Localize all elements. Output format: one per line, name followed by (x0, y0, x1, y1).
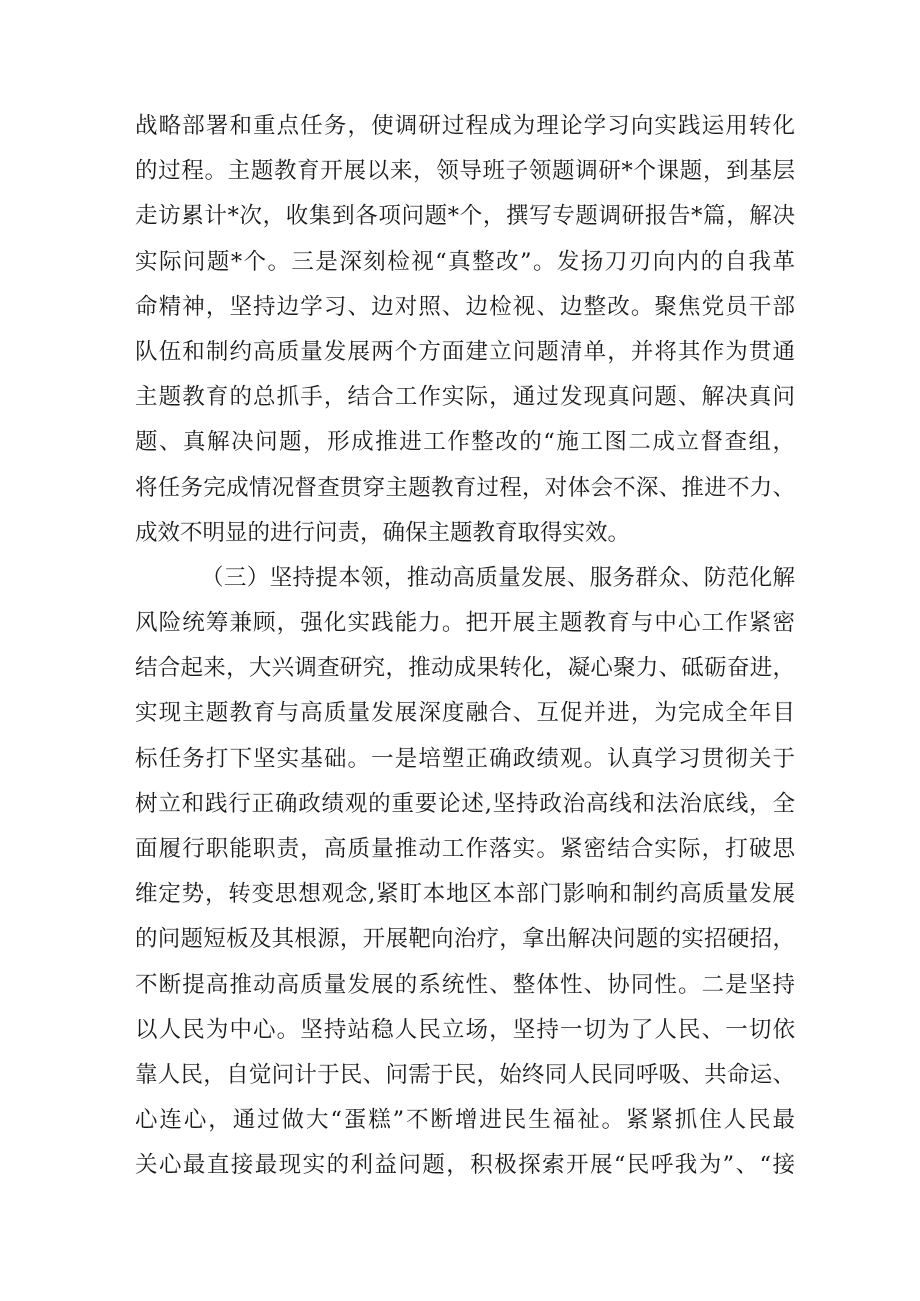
text-line: 实现主题教育与高质量发展深度融合、互促并进，为完成全年目 (135, 700, 795, 727)
text-line: 成效不明显的进行问责，确保主题教育取得实效。 (135, 519, 631, 546)
text-line: 题、真解决问题，形成推进工作整改的“施工图二成立督查组， (135, 429, 795, 456)
text-line: 风险统筹兼顾，强化实践能力。把开展主题教育与中心工作紧密 (135, 610, 795, 637)
text-line: 关心最直接最现实的利益问题，积极探索开展“民呼我为”、“接 (135, 1152, 795, 1179)
body-text (135, 104, 795, 1189)
section-heading-line: （三）坚持提本领，推动高质量发展、服务群众、防范化解 (201, 564, 795, 591)
text-line: 树立和践行正确政绩观的重要论述,坚持政治高线和法治底线，全 (135, 790, 795, 817)
text-line: 主题教育的总抓手，结合工作实际，通过发现真问题、解决真问 (135, 384, 795, 411)
text-line: 将任务完成情况督查贯穿主题教育过程，对体会不深、推进不力、 (135, 474, 795, 501)
text-line: 不断提高推动高质量发展的系统性、整体性、协同性。二是坚持 (135, 971, 795, 998)
text-line: 结合起来，大兴调查研究，推动成果转化，凝心聚力、砥砺奋进， (135, 655, 795, 682)
text-line: 靠人民，自觉问计于民、问需于民，始终同人民同呼吸、共命运、 (135, 1061, 795, 1088)
text-line: 队伍和制约高质量发展两个方面建立问题清单，并将其作为贯通 (135, 338, 795, 365)
text-line: 标任务打下坚实基础。一是培塑正确政绩观。认真学习贯彻关于 (135, 745, 795, 772)
text-line: 面履行职能职责，高质量推动工作落实。紧密结合实际，打破思 (135, 836, 795, 862)
text-line: 的过程。主题教育开展以来，领导班子领题调研*个课题，到基层 (135, 158, 795, 185)
text-line: 的问题短板及其根源，开展靶向治疗，拿出解决问题的实招硬招， (135, 926, 795, 953)
text-line: 命精神，坚持边学习、边对照、边检视、边整改。聚焦党员干部 (135, 293, 795, 320)
text-line: 战略部署和重点任务，使调研过程成为理论学习向实践运用转化 (135, 113, 795, 139)
text-line: 实际问题*个。三是深刻检视“真整改”。发扬刀刃向内的自我革 (135, 248, 795, 275)
text-line: 走访累计*次，收集到各项问题*个，撰写专题调研报告*篇，解决 (135, 203, 795, 230)
text-line: 以人民为中心。坚持站稳人民立场，坚持一切为了人民、一切依 (135, 1016, 795, 1043)
text-line: 维定势，转变思想观念,紧盯本地区本部门影响和制约高质量发展 (135, 881, 795, 908)
text-line: 心连心，通过做大“蛋糕”不断增进民生福祉。紧紧抓住人民最 (135, 1107, 795, 1134)
